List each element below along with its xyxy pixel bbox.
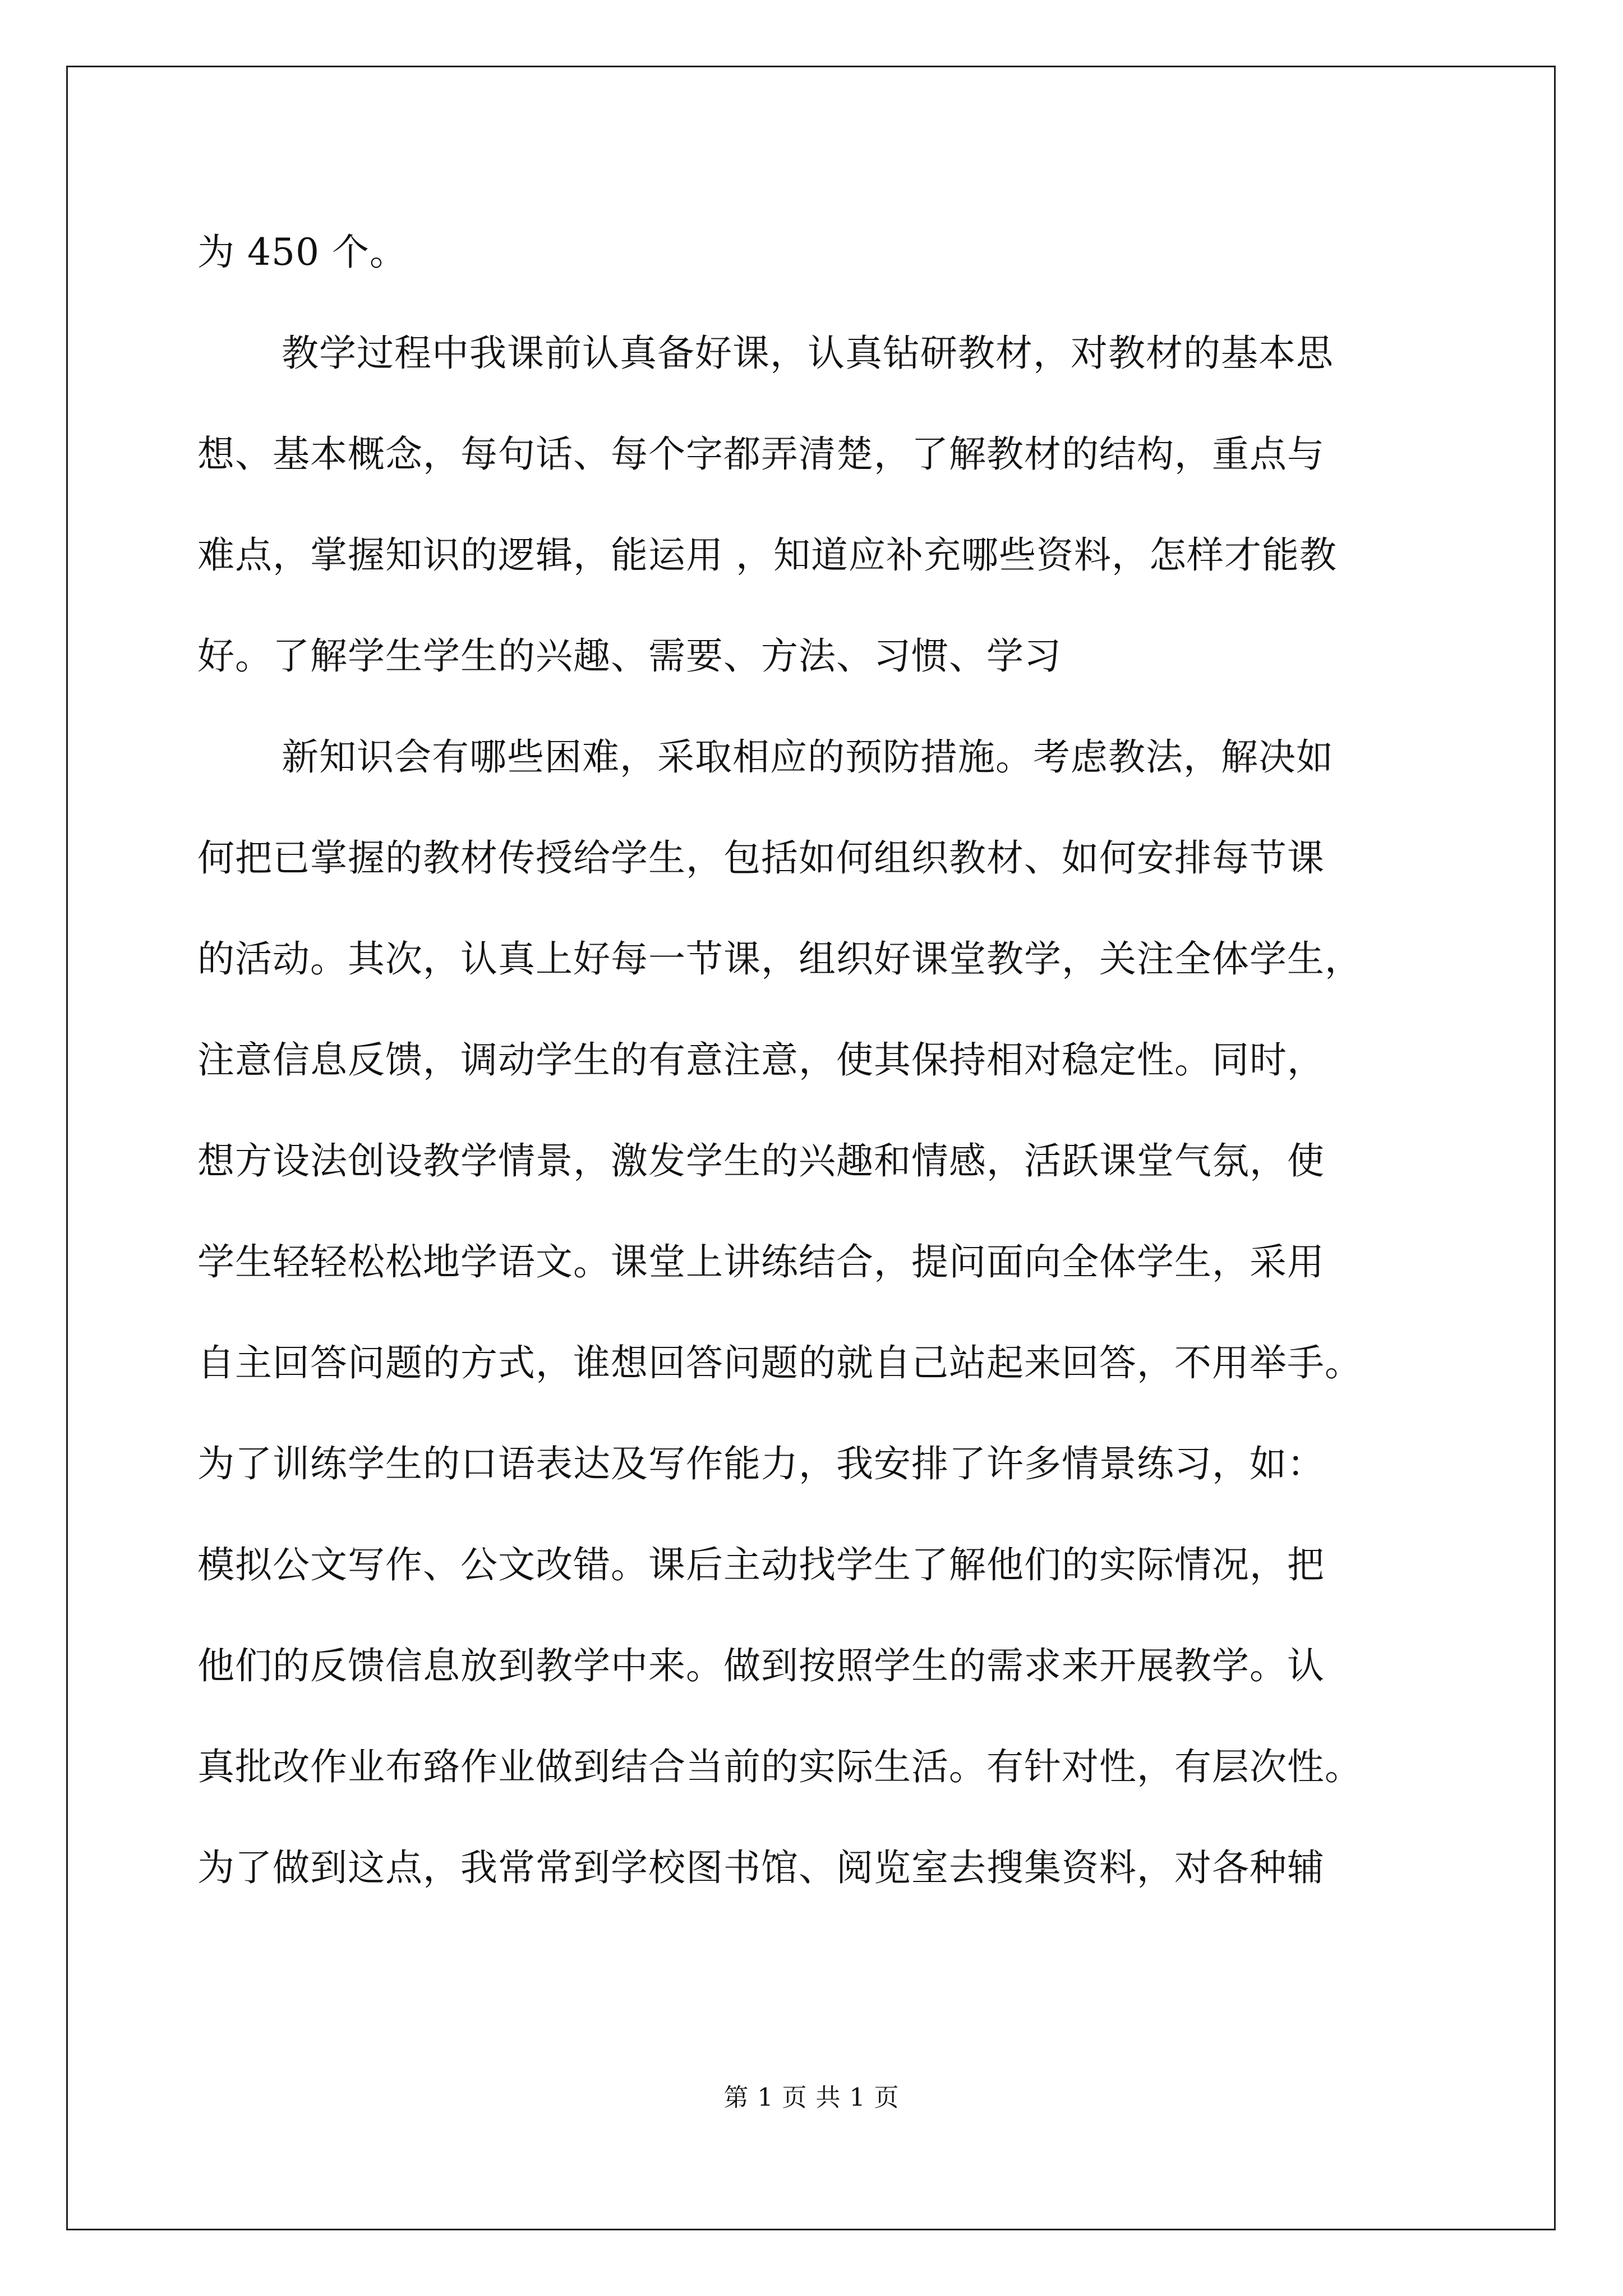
text-line-4: 难点，掌握知识的逻辑，能运用 ，知道应补充哪些资料，怎样才能教 xyxy=(197,533,1337,577)
text-line-5: 好。了解学生学生的兴趣、需要、方法、习惯、学习 xyxy=(197,634,1062,678)
text-line-7: 何把已掌握的教材传授给学生，包括如何组织教材、如何安排每节课 xyxy=(197,836,1325,880)
text-line-10: 想方设法创设教学情景，激发学生的兴趣和情感，活跃课堂气氛，使 xyxy=(197,1139,1325,1182)
text-line-1: 为 450 个。 xyxy=(197,231,407,274)
text-line-16: 真批改作业布臵作业做到结合当前的实际生活。有针对性，有层次性。 xyxy=(197,1745,1362,1788)
text-line-2: 教学过程中我课前认真备好课，认真钻研教材，对教材的基本思 xyxy=(282,332,1334,375)
text-line-8: 的活动。其次，认真上好每一节课，组织好课堂教学，关注全体学生， xyxy=(197,937,1362,981)
text-line-12: 自主回答问题的方式，谁想回答问题的就自己站起来回答，不用举手。 xyxy=(197,1341,1362,1384)
text-line-14: 模拟公文写作、公文改错。课后主动找学生了解他们的实际情况，把 xyxy=(197,1543,1325,1586)
text-line-11: 学生轻轻松松地学语文。课堂上讲练结合，提问面向全体学生，采用 xyxy=(197,1240,1325,1283)
text-line-6: 新知识会有哪些困难，采取相应的预防措施。考虑教法，解决如 xyxy=(282,735,1334,779)
text-line-15: 他们的反馈信息放到教学中来。做到按照学生的需求来开展教学。认 xyxy=(197,1644,1325,1687)
text-line-9: 注意信息反馈，调动学生的有意注意，使其保持相对稳定性。同时， xyxy=(197,1038,1325,1082)
text-line-3: 想、基本概念，每句话、每个字都弄清楚，了解教材的结构，重点与 xyxy=(197,432,1325,476)
text-line-13: 为了训练学生的口语表达及写作能力，我安排了许多情景练习，如： xyxy=(197,1442,1325,1485)
text-line-17: 为了做到这点，我常常到学校图书馆、阅览室去搜集资料，对各种辅 xyxy=(197,1846,1325,1889)
page-footer: 第 1 页 共 1 页 xyxy=(723,2083,900,2112)
